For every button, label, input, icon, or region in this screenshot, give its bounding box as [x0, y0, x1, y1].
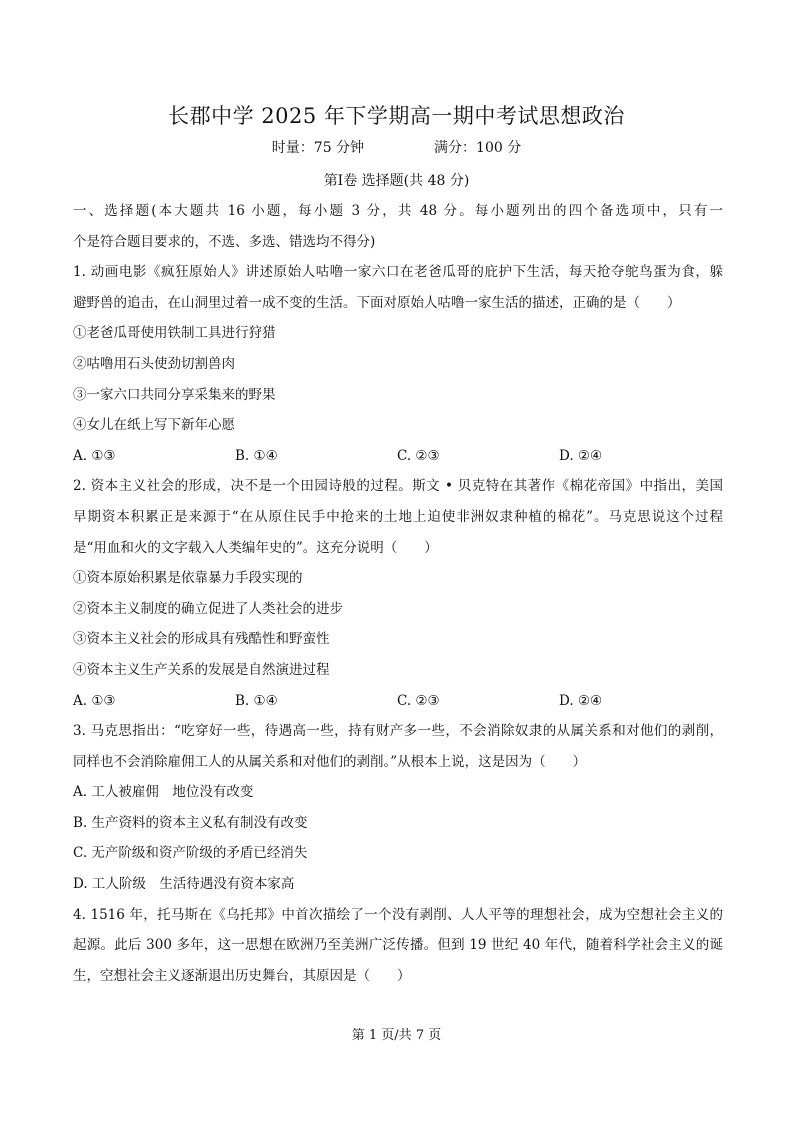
q2-option-a: A. ①③: [73, 692, 116, 709]
q1-option-a: A. ①③: [73, 447, 116, 464]
q1-stem-line: 1. 动画电影《疯狂原始人》讲述原始人咕噜一家六口在老爸瓜哥的庇护下生活，每天抢夺鸵鸟蛋为食，躲: [73, 264, 723, 281]
q2-option-b: B. ①④: [235, 692, 278, 709]
q1-item: ③一家六口共同分享采集来的野果: [73, 386, 276, 403]
q1-option-b: B. ①④: [235, 447, 278, 464]
instructions-line: 一、选择题(本大题共 16 小题，每小题 3 分，共 48 分。每小题列出的四个备选项中，只有一: [73, 203, 723, 219]
q1-options: [73, 441, 723, 472]
q1-item: ②咕噜用石头使劲切割兽肉: [73, 355, 235, 372]
q1-item: ①老爸瓜哥使用铁制工具进行狩猎: [73, 325, 276, 342]
exam-meta: [0, 137, 793, 157]
q2-stem-line: 2. 资本主义社会的形成，决不是一个田园诗般的过程。斯文 • 贝克特在其著作《棉花帝国》中指出，美国: [73, 478, 723, 495]
question-content: [73, 196, 723, 991]
section-heading: 第Ⅰ卷 选择题(共 48 分): [323, 173, 470, 189]
q3-option-c: C. 无产阶级和资产阶级的矛盾已经消失: [73, 845, 308, 862]
q4-stem-line: 4. 1516 年，托马斯在《乌托邦》中首次描绘了一个没有剥削、人人平等的理想社会，成为空想社会主义的: [73, 906, 723, 923]
q3-stem-line: 同样也不会消除雇佣工人的从属关系和对他们的剥削。”从根本上说，这是因为（ ）: [73, 753, 587, 770]
q4-stem-line: 生，空想社会主义逐渐退出历史舞台，其原因是（ ）: [73, 967, 411, 984]
q1-item: ④女儿在纸上写下新年心愿: [73, 417, 235, 434]
page-footer: 第 1 页/共 7 页: [351, 1028, 442, 1043]
q2-item: ④资本主义生产关系的发展是自然演进过程: [73, 661, 330, 678]
q1-option-d: D. ②④: [559, 447, 603, 464]
q3-option-a: A. 工人被雇佣 地位没有改变: [73, 784, 254, 801]
q3-stem-line: 3. 马克思指出：“吃穿好一些，待遇高一些，持有财产多一些，不会消除奴隶的从属关系和对他们的剥削，: [73, 723, 723, 740]
q4-stem-line: 起源。此后 300 多年，这一思想在欧洲乃至美洲广泛传播。但到 19 世纪 40 年代，随着科学社会主义的诞: [73, 937, 723, 954]
q1-stem-line: 避野兽的追击，在山洞里过着一成不变的生活。下面对原始人咕噜一家生活的描述，正确的是（ ）: [73, 294, 681, 311]
exam-title: 长郡中学 2025 年下学期高一期中考试思想政治: [168, 104, 625, 128]
q2-stem-line: 是“用血和火的文字载入人类编年史的”。这充分说明（ ）: [73, 539, 438, 556]
q2-options: [73, 686, 723, 717]
q2-option-c: C. ②③: [397, 692, 440, 709]
q2-item: ①资本原始积累是依靠暴力手段实现的: [73, 570, 303, 587]
q1-option-c: C. ②③: [397, 447, 440, 464]
full-score: 满分：100 分: [434, 140, 522, 156]
q2-item: ②资本主义制度的确立促进了人类社会的进步: [73, 600, 343, 617]
q2-option-d: D. ②④: [559, 692, 603, 709]
instructions-line: 个是符合题目要求的，不选、多选、错选均不得分): [73, 233, 376, 250]
time-limit: 时量：75 分钟: [271, 140, 365, 156]
q2-item: ③资本主义社会的形成具有残酷性和野蛮性: [73, 631, 330, 648]
q3-option-b: B. 生产资料的资本主义私有制没有改变: [73, 814, 308, 831]
q2-stem-line: 早期资本积累正是来源于“在从原住民手中抢来的土地上迫使非洲奴隶种植的棉花”。马克思说这个过程: [73, 508, 723, 525]
q3-option-d: D. 工人阶级 生活待遇没有资本家高: [73, 876, 295, 893]
